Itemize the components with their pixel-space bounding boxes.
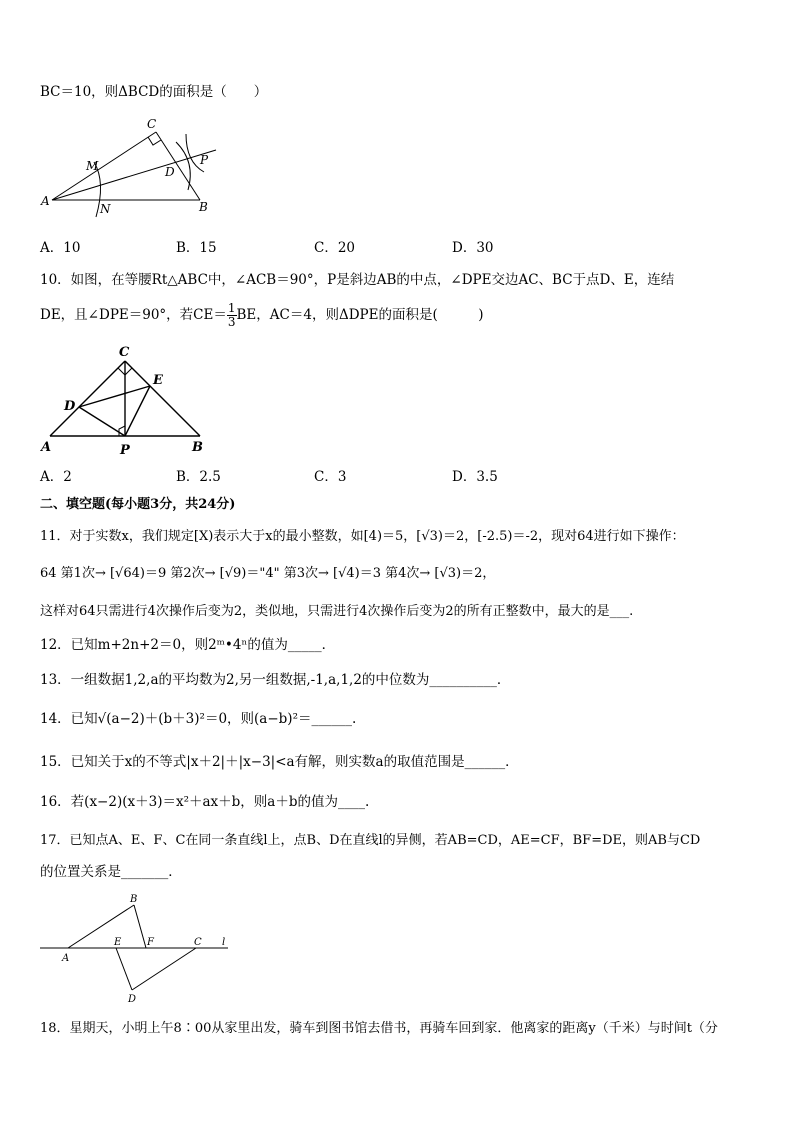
q9-line: BC＝10，则ΔBCD的面积是（ ）: [40, 84, 268, 100]
q9-figure: [36, 112, 226, 222]
q10-line1: 10．如图，在等腰Rt△ABC中，∠ACB＝90°，P是斜边AB的中点，∠DPE交边AC、BC于点D、E，连结: [40, 272, 675, 288]
q10-option-a: A．2: [40, 469, 72, 485]
q12-line: 12．已知m+2n+2＝0，则2ᵐ•4ⁿ的值为_____．: [40, 637, 336, 653]
q10-fraction-numerator: 1: [227, 301, 236, 315]
q10-line2: [40, 302, 484, 329]
section-heading-fill-in: 二、填空题(每小题3分，共24分): [40, 497, 236, 512]
q10-fraction: [227, 302, 237, 329]
q9-right-angle-mark: [148, 137, 161, 145]
q10-label-b: B: [192, 440, 203, 455]
q11-line3: 这样对64只需进行4次操作后变为2，类似地，只需进行4次操作后变为2的所有正整数中，最大的是___.: [40, 604, 634, 619]
q9-option-a: A．10: [40, 240, 81, 256]
q10-label-c: C: [119, 345, 130, 360]
q16-line: 16．若(x−2)(x＋3)＝x²＋ax＋b，则a＋b的值为____.: [40, 794, 370, 810]
q17-figure: [36, 890, 236, 1005]
q17-label-f: F: [147, 937, 154, 948]
q10-segment-ac: [50, 361, 125, 436]
q9-option-c: C．20: [314, 240, 356, 256]
q10-option-c: C．3: [314, 469, 347, 485]
q17-line1: 17．已知点A、E、F、C在同一条直线l上，点B、D在直线l的异侧，若AB=CD，AE=CF，BF=DE，则AB与CD: [40, 833, 701, 848]
q10-label-d: D: [64, 399, 76, 414]
q17-label-l: l: [222, 937, 226, 948]
q17-label-b: B: [130, 894, 138, 905]
q10-label-a: A: [41, 440, 52, 455]
q10-label-e: E: [153, 373, 163, 388]
q9-label-a: A: [41, 194, 50, 208]
q17-label-e: E: [114, 937, 122, 948]
q17-line2: 的位置关系是_______．: [40, 864, 182, 880]
q11-line1: 11．对于实数x，我们规定[X)表示大于x的最小整数，如[4)＝5，[√3)＝2，[-2.5)＝-2，现对64进行如下操作：: [40, 529, 685, 544]
q10-fraction-denominator: 3: [227, 315, 236, 329]
q9-segment-ac: [52, 132, 156, 200]
q9-bisector-ap: [52, 150, 216, 200]
q9-label-d: D: [165, 165, 175, 179]
q9-option-d: D．30: [452, 240, 494, 256]
q10-line2-end: BE，AC＝4，则ΔDPE的面积是( ): [236, 307, 484, 323]
q17-label-a: A: [62, 953, 70, 964]
q10-label-p: P: [120, 443, 130, 458]
q9-option-b: B．15: [176, 240, 217, 256]
q9-label-n: N: [100, 202, 111, 216]
q9-label-m: M: [86, 159, 99, 173]
q17-label-d: D: [128, 994, 137, 1005]
q10-line2-start: DE，且∠DPE＝90°，若CE＝: [40, 307, 227, 323]
q18-line: 18．星期天，小明上午8∶00从家里出发，骑车到图书馆去借书，再骑车回到家．他离家的距离y（千米）与时间t（分: [40, 1021, 718, 1036]
q10-segment-dp: [79, 407, 125, 436]
q15-line: 15．已知关于x的不等式|x＋2|＋|x−3|<a有解，则实数a的取值范围是______．: [40, 754, 519, 770]
q17-segment-ed: [116, 948, 132, 990]
q11-line2: 64 第1次→ [√64)＝9 第2次→ [√9)＝"4" 第3次→ [√4)＝3 第4次→ [√3)＝2，: [40, 566, 496, 581]
q14-line: 14．已知√(a−2)＋(b＋3)²＝0，则(a−b)²＝______.: [40, 711, 357, 727]
q10-segment-ep: [125, 386, 150, 436]
q9-label-b: B: [199, 200, 208, 214]
q17-segment-dc: [132, 948, 196, 990]
q10-option-d: D．3.5: [452, 469, 498, 485]
q13-line: 13．一组数据1,2,a的平均数为2,另一组数据,-1,a,1,2的中位数为__________．: [40, 672, 511, 688]
q17-label-c: C: [194, 937, 202, 948]
q9-label-p: P: [200, 153, 209, 167]
q10-figure: [38, 342, 218, 458]
q17-segment-ab: [68, 905, 134, 948]
q17-segment-bf: [134, 905, 146, 948]
q10-option-b: B．2.5: [176, 469, 221, 485]
q9-label-c: C: [147, 117, 157, 131]
